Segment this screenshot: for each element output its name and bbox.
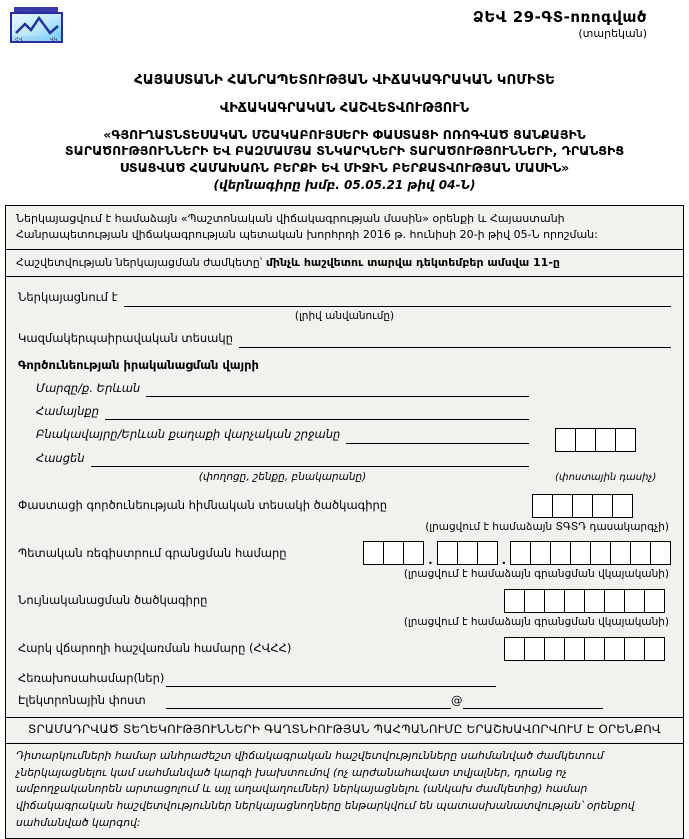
presented-by-row (18, 289, 671, 306)
email-local-input-line[interactable] (166, 696, 451, 709)
code-cell[interactable] (504, 589, 525, 613)
code-cell[interactable] (504, 637, 525, 661)
code-cell[interactable] (624, 637, 645, 661)
register-separator-dot: . (428, 553, 433, 568)
id-code-row (18, 589, 671, 613)
register-separator-dot: . (501, 553, 506, 568)
form-body (0, 205, 689, 839)
phone-label: Հեռախոսահամար(ներ) (18, 670, 165, 685)
email-label: Էլեկտրոնային փոստ (18, 693, 146, 707)
form-code: ՁԵՎ 29-ԳՏ-ոռոգված (472, 8, 647, 26)
deadline-box (5, 249, 684, 278)
settlement-label: Բնակավայրը/Երևան քաղաքի վարչական շրջանը (36, 427, 341, 442)
code-cell[interactable] (624, 589, 645, 613)
code-cell[interactable] (564, 589, 585, 613)
armstat-logo-icon (10, 6, 64, 52)
code-cell[interactable] (595, 428, 616, 452)
settlement-input-line[interactable] (346, 431, 529, 444)
code-cell[interactable] (650, 541, 671, 565)
address-note: (փողոցը, շենքը, բնակարանը) (198, 470, 367, 483)
title-edition-note: (վերնագիրը խմբ. 05.05.21 թիվ 04-Ն) (213, 177, 476, 192)
code-cell[interactable] (524, 589, 545, 613)
register-number-cells-1 (363, 541, 424, 565)
code-cell[interactable] (570, 541, 591, 565)
postal-code-cells (555, 428, 636, 452)
activity-code-label: Փաստացի գործունեության հիմնական տեսակի ծածկագիրը (18, 497, 388, 512)
register-number-label: Պետական ռեգիստրում գրանցման համարը (18, 545, 287, 560)
register-number-cells-3 (510, 541, 671, 565)
deadline-prefix: Հաշվետվության ներկայացման ժամկետը՝ (16, 255, 266, 269)
legal-basis-box (5, 205, 684, 250)
liability-text: Դիտարկումների համար անհրաժեշտ վիճակագրական հաշվետվությունները սահմանված ժամկետում չներկայացնելու կամ սահմանված կարգի խախտումով (ոչ արժանահավատ տվյալներ, դրանց ոչ ամբողջականորեն արտացոլում և այլ աղավաղումներ) ներկայացնելու (անկախ ժամկետից) համար վիճակագրական հաշվետվություններ ներկայացնողները ենթարկվում են պատասխանատվության՝ օրենքով սահմանված կարգով: (16, 748, 635, 829)
location-rows (18, 380, 671, 421)
code-cell[interactable] (592, 494, 613, 518)
phone-row (18, 670, 671, 687)
postal-code-column (529, 420, 671, 485)
chart-folder-icon (10, 6, 64, 48)
code-cell[interactable] (555, 428, 576, 452)
presented-by-label: Ներկայացնում է (18, 290, 118, 305)
code-cell[interactable] (544, 589, 565, 613)
code-cell[interactable] (575, 428, 596, 452)
legal-form-row (18, 330, 671, 347)
register-number-cells-group (363, 541, 671, 568)
code-cell[interactable] (550, 541, 571, 565)
id-code-note: (լրացվում է համաձայն գրանցման վկայականի) (403, 616, 669, 628)
liability-box (5, 743, 684, 839)
code-cell[interactable] (612, 494, 633, 518)
activity-code-note: (լրացվում է համաձայն ՏԳՏԴ դասակարգչի) (425, 520, 669, 533)
id-code-cells (504, 589, 665, 613)
confidentiality-guarantee-text: ՏՐԱՄԱԴՐՎԱԾ ՏԵՂԵԿՈՒԹՅՈՒՆՆԵՐԻ ԳԱՂՏՆԻՈՒԹՅԱՆ ՊԱՀՊԱՆՈՒՄԸ ԵՐԱՇԽԱՎՈՐՎՈՒՄ Է ՕՐԵՆՔՈՎ (27, 722, 662, 737)
region-input-line[interactable] (146, 384, 529, 397)
tin-row (18, 637, 671, 661)
address-label: Հասցեն (36, 450, 85, 465)
form-code-block (473, 8, 647, 40)
code-cell[interactable] (584, 589, 605, 613)
legal-basis-text: Ներկայացվում է համաձայն «Պաշտոնական վիճակագրության մասին» օրենքի և Հայաստանի Հանրապետության վիճակագրության պետական խորհրդի 2016 թ. հունիսի 20-ի թիվ 05-Ն որոշման: (16, 211, 598, 242)
postal-code-note: (փոստային դասիչ) (555, 471, 657, 483)
requisites-box (5, 276, 684, 718)
region-row (36, 380, 529, 397)
register-number-row (18, 541, 671, 568)
code-cell[interactable] (477, 541, 498, 565)
address-block (18, 420, 671, 485)
register-number-cells-2 (437, 541, 498, 565)
tin-cells (504, 637, 665, 661)
code-cell[interactable] (544, 637, 565, 661)
email-row (18, 692, 671, 709)
deadline-value: մինչև հաշվետու տարվա դեկտեմբեր ամսվա 11-ը (265, 255, 560, 269)
community-input-line[interactable] (105, 407, 529, 420)
page-header (0, 0, 689, 58)
address-row (36, 450, 529, 467)
logo-right-letters: ՎԿ (50, 37, 58, 43)
report-subject-title: «ԳՅՈՒՂԱՏՆՏԵՍԱԿԱՆ ՄՇԱԿԱԲՈՒՅՍԵՐԻ ՓԱՍՏԱՑԻ ՈՌՈԳՎԱԾ ՑԱՆՔԱՅԻՆ ՏԱՐԱԾՈՒԹՅՈՒՆՆԵՐԻ ԵՎ ԲԱԶՄԱՄՅԱ ՏՆԿԱՐԿՆԵՐԻ ՏԱՐԱԾՈՒԹՅՈՒՆՆԵՐԻ, ԴՐԱՆՑԻՑ ՍՏԱՑՎԱԾ ՀԱՄԱԽԱՌՆ ԲԵՐՔԻ ԵՎ ՄԻՋԻՆ ԲԵՐՔԱՏՎՈՒԹՅԱՆ ՄԱՍԻՆ» (64, 127, 625, 175)
code-cell[interactable] (604, 637, 625, 661)
activity-code-cells (532, 494, 633, 518)
community-label: Համայնքը (36, 404, 100, 418)
form-periodicity: (տարեկան) (578, 27, 647, 40)
address-input-line[interactable] (91, 454, 529, 467)
phone-input-line[interactable] (166, 674, 496, 687)
presented-by-note: (լրիվ անվանումը) (294, 309, 395, 322)
code-cell[interactable] (457, 541, 478, 565)
code-cell[interactable] (363, 541, 384, 565)
settlement-row (36, 426, 529, 443)
location-section-heading: Գործունեության իրականացման վայրի (18, 357, 259, 372)
email-at-sign: @ (451, 693, 463, 707)
code-cell[interactable] (524, 637, 545, 661)
register-number-note: (լրացվում է համաձայն գրանցման վկայականի) (403, 568, 669, 581)
code-cell[interactable] (604, 589, 625, 613)
report-type-title: ՎԻՃԱԿԱԳՐԱԿԱՆ ՀԱՇՎԵՏՎՈՒԹՅՈՒՆ (219, 101, 470, 116)
code-cell[interactable] (564, 637, 585, 661)
legal-form-label: Կազմակերպաիրավական տեսակը (18, 331, 233, 346)
code-cell[interactable] (630, 541, 651, 565)
region-label: Մարզը/ք. Երևան (36, 380, 141, 395)
code-cell[interactable] (510, 541, 531, 565)
code-cell[interactable] (590, 541, 611, 565)
address-left-column (36, 420, 529, 485)
activity-code-row (18, 494, 671, 518)
confidentiality-guarantee-box (5, 717, 684, 744)
code-cell[interactable] (644, 637, 665, 661)
logo-left-letters: ՀՎ (15, 37, 23, 43)
legal-form-input-line[interactable] (239, 335, 671, 348)
code-cell[interactable] (403, 541, 424, 565)
code-cell[interactable] (584, 637, 605, 661)
code-cell[interactable] (383, 541, 404, 565)
code-cell[interactable] (610, 541, 631, 565)
code-cell[interactable] (615, 428, 636, 452)
id-code-label: Նույնականացման ծածկագիրը (18, 593, 208, 608)
code-cell[interactable] (530, 541, 551, 565)
community-row (36, 403, 529, 420)
committee-title: ՀԱՅԱՍՏԱՆԻ ՀԱՆՐԱՊԵՏՈՒԹՅԱՆ ՎԻՃԱԿԱԳՐԱԿԱՆ ԿՈՄԻՏԵ (133, 72, 556, 88)
email-domain-input-line[interactable] (463, 696, 603, 709)
code-cell[interactable] (552, 494, 573, 518)
code-cell[interactable] (532, 494, 553, 518)
tin-label: Հարկ վճարողի հաշվառման համարը (ՀՎՀՀ) (18, 641, 292, 656)
code-cell[interactable] (437, 541, 458, 565)
code-cell[interactable] (572, 494, 593, 518)
code-cell[interactable] (644, 589, 665, 613)
presented-by-input-line[interactable] (124, 294, 672, 307)
